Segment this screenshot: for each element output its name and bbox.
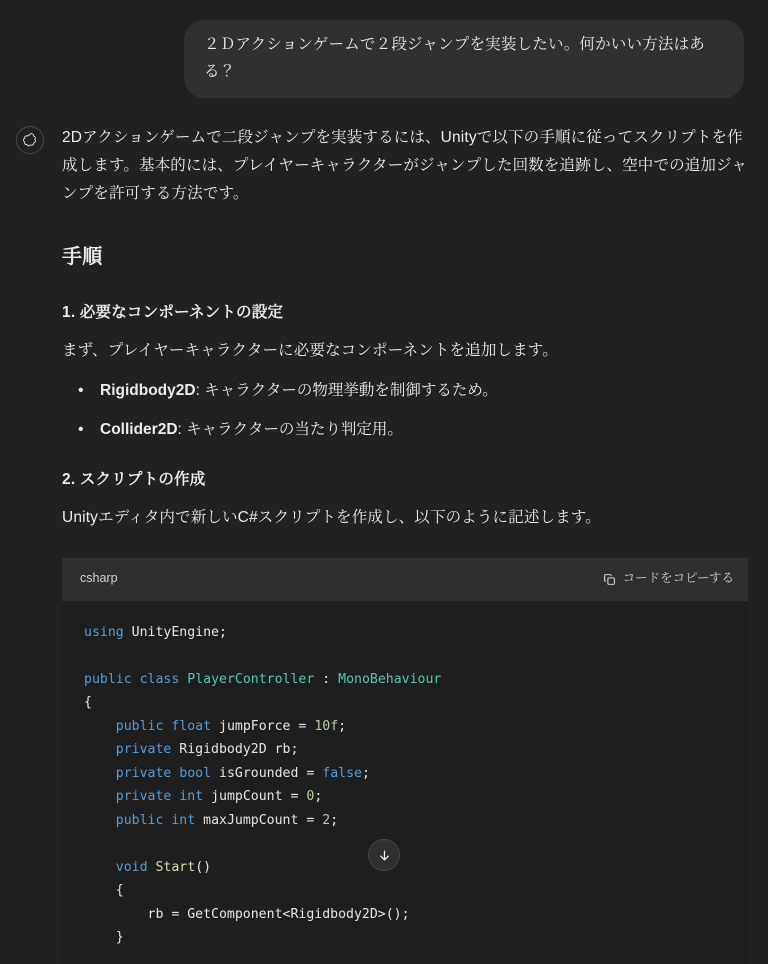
- scroll-to-bottom-button[interactable]: [368, 839, 400, 871]
- section-heading-procedure: 手順: [62, 245, 103, 268]
- copy-code-label: コードをコピーする: [622, 571, 734, 586]
- list-item-term: Rigidbody2D: [100, 382, 196, 400]
- user-message-row: [0, 20, 768, 98]
- code-block: [62, 558, 748, 964]
- copy-code-button[interactable]: [603, 567, 734, 591]
- assistant-content: [62, 124, 748, 964]
- assistant-avatar: [16, 126, 44, 154]
- list-item-term: Collider2D: [100, 421, 178, 439]
- step1-text: まず、プレイヤーキャラクターに必要なコンポーネントを追加します。: [62, 342, 558, 360]
- code-content[interactable]: using UnityEngine; public class PlayerController : MonoBehaviour { public float jumpForce = 10f; private Rigidbody2D rb; private bool isGrounded = false; private int jumpCount = 0; public int maxJumpCount = 2; void Start() { rb = GetComponent<Rigidbody2D>(); }: [62, 601, 748, 964]
- arrow-down-icon: [377, 848, 392, 863]
- list-item: [70, 418, 748, 443]
- code-block-header: [62, 558, 748, 601]
- code-language-label: csharp: [80, 571, 118, 586]
- list-item-desc: : キャラクターの物理挙動を制御するため。: [195, 382, 498, 400]
- step2-text: Unityエディタ内で新しいC#スクリプトを作成し、以下のように記述します。: [62, 509, 601, 527]
- step2-heading: 2. スクリプトの作成: [62, 470, 206, 488]
- list-item-desc: : キャラクターの当たり判定用。: [177, 421, 403, 439]
- list-item: [70, 379, 748, 404]
- copy-icon: [603, 573, 616, 586]
- component-list: [62, 379, 748, 443]
- user-message-bubble[interactable]: ２Ｄアクションゲームで２段ジャンプを実装したい。何かいい方法はある？: [184, 20, 744, 98]
- step1-heading: 1. 必要なコンポーネントの設定: [62, 303, 284, 321]
- assistant-intro-paragraph: 2Dアクションゲームで二段ジャンプを実装するには、Unityで以下の手順に従ってスクリプトを作成します。基本的には、プレイヤーキャラクターがジャンプした回数を追跡し、空中での追加ジャンプを許可する方法です。: [62, 129, 748, 203]
- assistant-message-row: [0, 98, 768, 964]
